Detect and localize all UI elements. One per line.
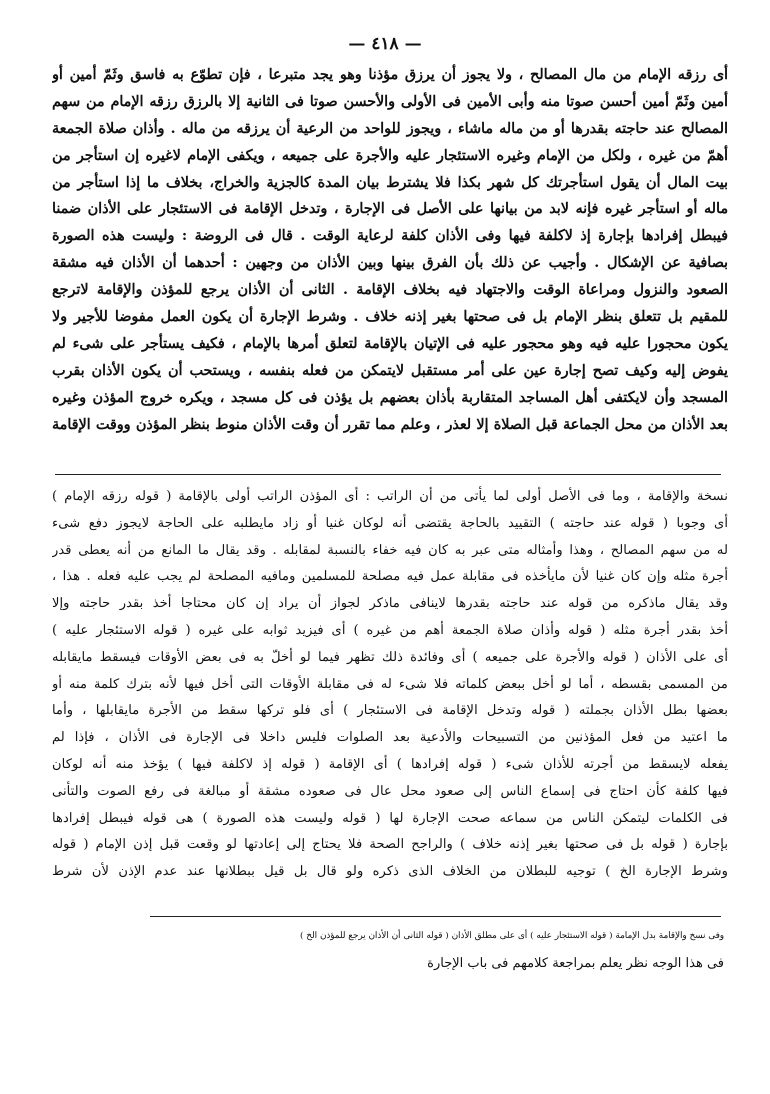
second-footnote-divider	[150, 916, 721, 917]
main-line: الصعود والنزول ومراعاة الوقت والاجتهاد فيه بخلاف الإقامة . الثانى أن الأذان يرجع للمؤذن والإقامة لاترجع	[52, 282, 728, 299]
main-line: يكون محجورا عليه فيه وهو محجور عليه فى الإتيان بالإقامة لتعلق أمرها بالإمام ، فكيف يستأجر على شىء لم	[52, 335, 728, 352]
main-line: بعد الأذان من محل الجماعة قبل الصلاة إلا لعذر ، وعلم مما تقرر أن وقت الأذان منوط بنظر المؤذن ووقت الإقامة	[52, 416, 728, 433]
main-line: أى رزقه الإمام من مال المصالح ، ولا يجوز أن يرزق مؤذنا وهو يجد متبرعا ، فإن تطوّع به فاسق وثَمّ أمين أو	[52, 67, 728, 83]
main-line: أمين وثَمّ أمين أحسن صوتا منه وأبى الأمين فى الأولى والأحسن صوتا فى الثانية إلا بالرزق رزقه الإمام من سهم	[52, 93, 728, 110]
footnote-line: بإجارة ( قوله بل فى صحتها بغير إذنه خلاف ) والراجح الصحة فلا يحتاج إلى إعادتها لو وقعت قبل إذن الإمام ( قوله	[52, 837, 728, 853]
footnote-line: أخذ بقدر أجرة مثله ( قوله وأذان صلاة الجمعة أهم من غيره ) أى فيزيد ثوابه على غيره ( قوله الاستئجار عليه )	[52, 622, 728, 638]
main-line: فيبطل إفرادها بإجارة إذ لاكلفة فيها وفى الأذان كلفة لرعاية الوقت . قال فى الروضة : وليست هذه الصورة	[52, 228, 728, 245]
main-line: بصافية عن الإشكال . وأجيب عن ذلك بأن الفرق بينها وبين الأذان من وجهين : أحدهما أن الأذان فيه مشقة	[52, 255, 728, 272]
footnote-line: نسخة والإقامة ، وما فى الأصل أولى لما يأتى من أن الراتب : أى المؤذن الراتب أولى بالإقامة ( قوله رزقه الإمام )	[52, 489, 728, 504]
main-line: أهمّ من غيره ، ولكل من الإمام وغيره الاستئجار عليه والأجرة على جميعه ، ويكفى الإمام لاغيره إن استأجر من	[52, 147, 728, 164]
main-line: المسجد وأن لايكتفى أهل المساجد المتقاربة بأذان بعضهم بل يؤذن فى كل مسجد ، ويكره خروج المؤذن وغيره	[52, 389, 728, 406]
footnote-divider	[55, 474, 721, 475]
second-footnotes	[300, 922, 724, 978]
footnote-line: من المسمى بقسطه ، أما لو أخل ببعض كلماته فلا شىء له فى مقابلة الأوقات التى أخل فيها لأنه بترك كلمة منه أو	[52, 676, 728, 692]
main-line: بيت المال أن يقول استأجرتك كل شهر بكذا فلا يشترط بيان المدة كالجزية والخراج، بخلاف ما إذا استأجر من	[52, 174, 728, 191]
footnote-line: ما اعتيد من فعل المؤذنين من التسبيحات والأدعية بعد الصلوات فليس داخلا فى الإجارة فى الأذان ، فإذا لم	[52, 730, 728, 746]
second-footnote-line: وفى نسخ والإقامة بدل الإمامة ( قوله الاستئجار عليه ) أى على مطلق الأذان ( قوله الثانى أن الأذان يرجع للمؤذن الخ )	[300, 931, 724, 941]
footnote-line: أجرة مثله وإن كان غنيا لأن مايأخذه فى مقابلة عمل فيه مصلحة للمسلمين ومافيه المصلحة لم يجب عليه فعله . هذا ،	[52, 569, 728, 585]
footnotes	[52, 484, 728, 886]
main-line: للمقيم بل تتعلق بنظر الإمام بل فى صحتها بغير إذنه خلاف . وشرط الإجارة أن يكون العمل مفوضا للأجير ولا	[52, 309, 728, 326]
footnote-line: فيها كلفة كأن احتاج فى إسماع الناس إلى صعود محل عال فى صعوده مشقة أو مبالغة فى رفع الصوت والتأنى	[52, 783, 728, 799]
main-line: ماله أو استأجر غيره فإنه لابد من بيانها على الأصل فى الإجارة ، وتدخل الإقامة فى الاستئجار على الأذان ضمنا	[52, 201, 728, 218]
main-line: المصالح عند حاجته بقدرها أو من ماله ماشاء ، ويجوز للواحد من الرعية أن يرزقه من ماله . وأذان صلاة الجمعة	[52, 120, 728, 137]
footnote-line: يفعله لايسقط من أجرته للأذان شىء ( قوله إفرادها ) أى الإقامة ( قوله إذ لاكلفة فيها ) يؤخذ منه أنه لوكان	[52, 756, 728, 772]
footnote-line: أى وجوبا ( قوله عند حاجته ) التقييد بالحاجة يقتضى أنه لوكان غنيا أو زاد مايطلبه على الحاجة لايجوز دفع شىء	[52, 515, 728, 531]
main-text	[52, 62, 728, 438]
main-line: يفوض إليه وكيف تصح إجارة عين على أمر مستقبل لايتمكن من فعله بنفسه ، ويستحب أن يكون الأذان بقرب	[52, 362, 728, 379]
page-number: — ٤١٨ —	[348, 34, 422, 54]
footnote-line: فى الكلمات ليتمكن الناس من سماعه صحت الإجارة لها ( قوله وليست هذه الصورة ) هى قوله فيبطل إفرادها	[52, 810, 728, 826]
footnote-line: له من سهم المصالح ، وهذا وأمثاله متى عبر به كان فيه خفاء بالنسبة لمقابله . وقد يقال ما المانع من أنه يعطى قدر	[52, 542, 728, 558]
footnote-line: وشرط الإجارة الخ ) توجيه للبطلان من الخلاف الذى ذكره ولو قال بل قيل ببطلانها عند عدم الإذن لأن شرط	[52, 864, 728, 880]
footnote-line: أى على الأذان ( قوله والأجرة على جميعه ) أى وفائدة ذلك تظهر فيما لو أخلّ به فى بعض الأوقات فيسقط مايقابله	[52, 649, 728, 665]
footnote-line: وقد يقال ماذكره من قوله عند حاجته بقدرها لاينافى ماذكر لجواز أن يراد إن كان محتاجا أخذ بقدر حاجته وإلا	[52, 596, 728, 612]
footnote-line: بعضها بطل الأذان بجملته ( قوله وتدخل الإقامة فى الاستئجار ) أى فلو تركها سقط من الأجرة مايقابلها ، وأما	[52, 703, 728, 719]
second-footnote-line: فى هذا الوجه نظر يعلم بمراجعة كلامهم فى باب الإجارة	[427, 956, 724, 971]
